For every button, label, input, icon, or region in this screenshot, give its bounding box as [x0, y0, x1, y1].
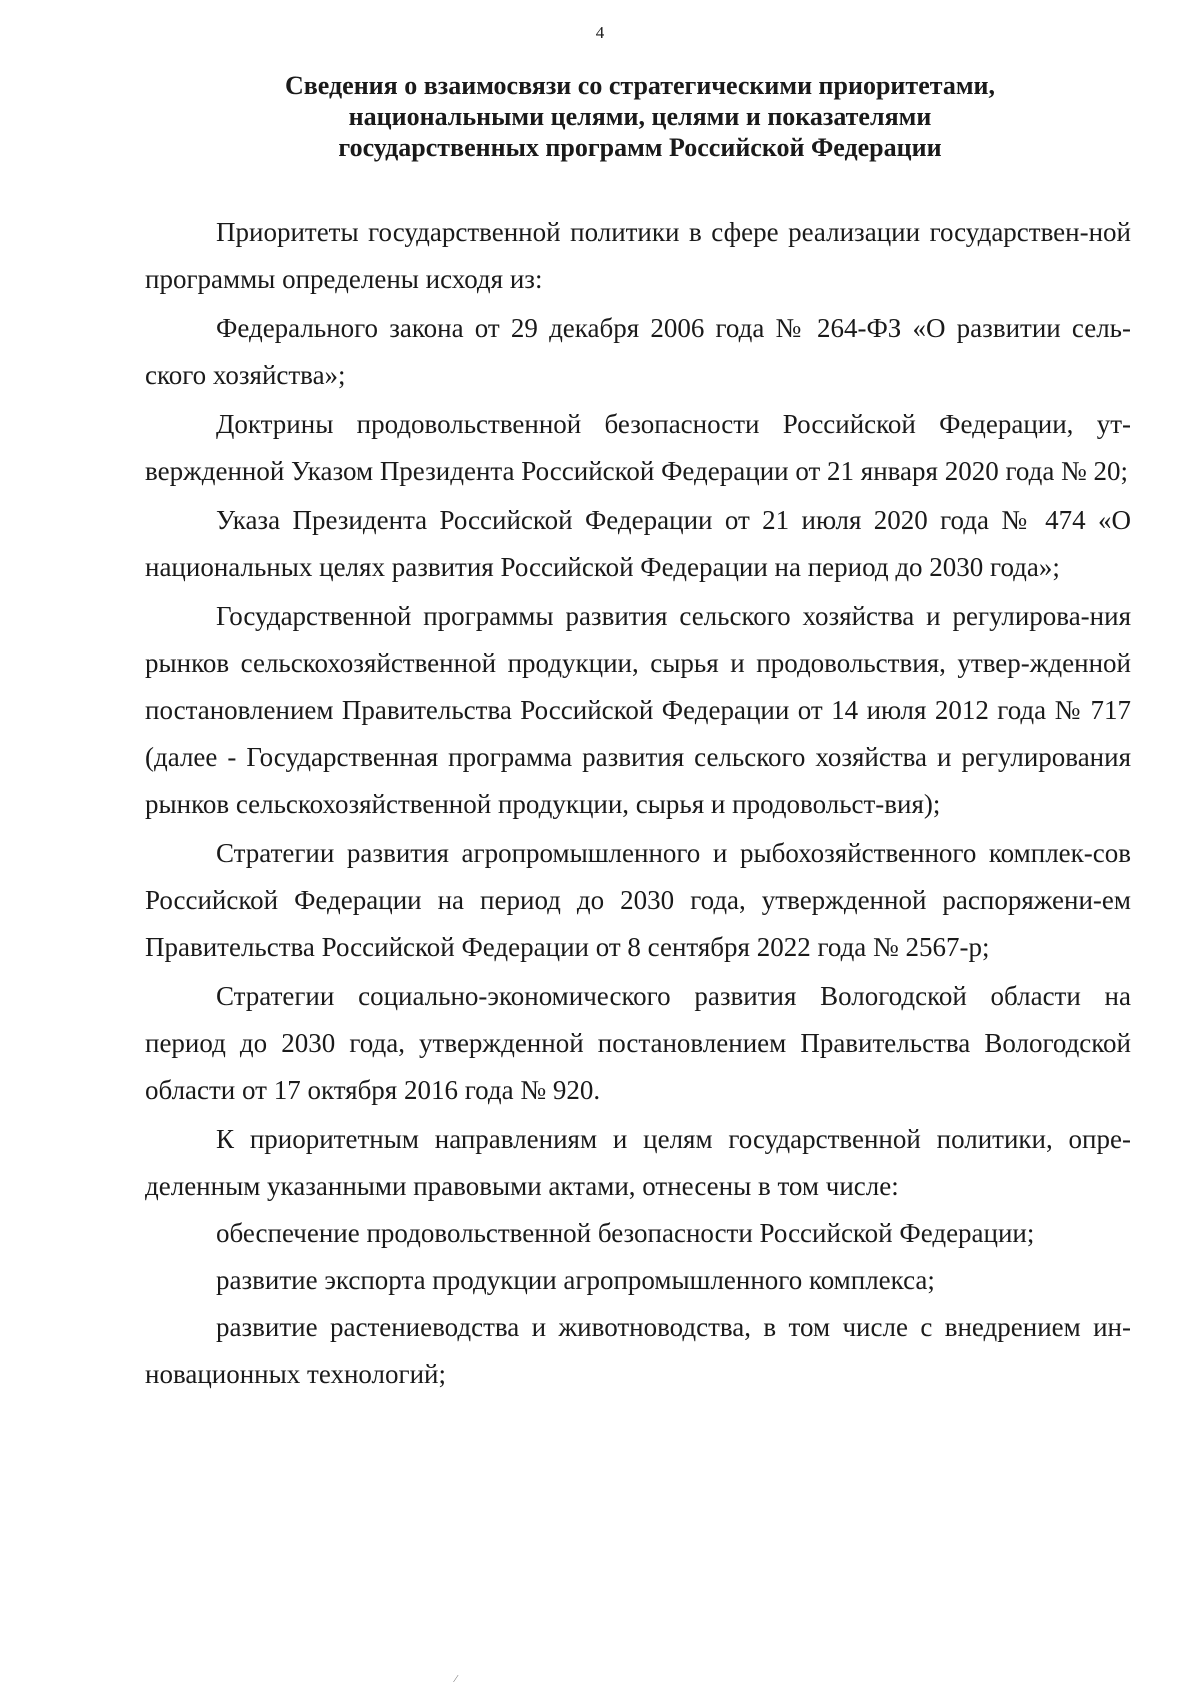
paragraph-presidential-decree: Указа Президента Российской Федерации от 21 июля 2020 года № 474 «О национальных целях развития Российской Федерации на период до 2030 года»; — [145, 505, 1131, 582]
paragraph-state-program: Государственной программы развития сельского хозяйства и регулирова-ния рынков сельскохозяйственной продукции, сырья и продовольствия, утвер-жденной постановлением Правительства Российской Федерации от 14 июля 2012 года № 717 (далее - Государственная программа развития сельского хозяйства и регулирования рынков сельскохозяйственной продукции, сырья и продовольст-вия); — [145, 601, 1131, 819]
paragraph-food-security-doctrine: Доктрины продовольственной безопасности Российской Федерации, ут-вержденной Указом Президента Российской Федерации от 21 января 2020 года № 20; — [145, 409, 1131, 486]
paragraph-regional-strategy: Стратегии социально-экономического развития Вологодской области на период до 2030 года, утвержденной постановлением Правительства Вологодской области от 17 октября 2016 года № 920. — [145, 981, 1131, 1105]
list-item-crop-livestock: развитие растениеводства и животноводства, в том числе с внедрением ин-новационных технологий; — [145, 1312, 1131, 1389]
heading-line: государственных программ Российской Федерации — [338, 133, 942, 162]
paragraph-priorities-intro: Приоритеты государственной политики в сфере реализации государствен-ной программы определены исходя из: — [145, 217, 1131, 294]
paragraph-agro-strategy: Стратегии развития агропромышленного и рыбохозяйственного комплек-сов Российской Федерации на период до 2030 года, утвержденной распоряжени-ем Правительства Российской Федерации от 8 сентября 2022 года № 2567-р; — [145, 838, 1131, 962]
page-number: 4 — [595, 23, 605, 42]
body-text — [145, 209, 1131, 1398]
scan-mark: ⁄ — [455, 1674, 457, 1685]
paragraph-priority-directions: К приоритетным направлениям и целям государственной политики, опре-деленным указанными правовыми актами, отнесены в том числе: — [145, 1124, 1131, 1201]
list-item-export: развитие экспорта продукции агропромышленного комплекса; — [216, 1265, 935, 1295]
heading-line: национальными целями, целями и показателями — [348, 102, 932, 131]
heading-line: Сведения о взаимосвязи со стратегическими приоритетами, — [284, 71, 996, 100]
list-item-food-security: обеспечение продовольственной безопасности Российской Федерации; — [216, 1218, 1035, 1248]
section-heading — [150, 70, 1130, 163]
paragraph-federal-law: Федерального закона от 29 декабря 2006 года № 264-ФЗ «О развитии сель-ского хозяйства»; — [145, 313, 1131, 390]
